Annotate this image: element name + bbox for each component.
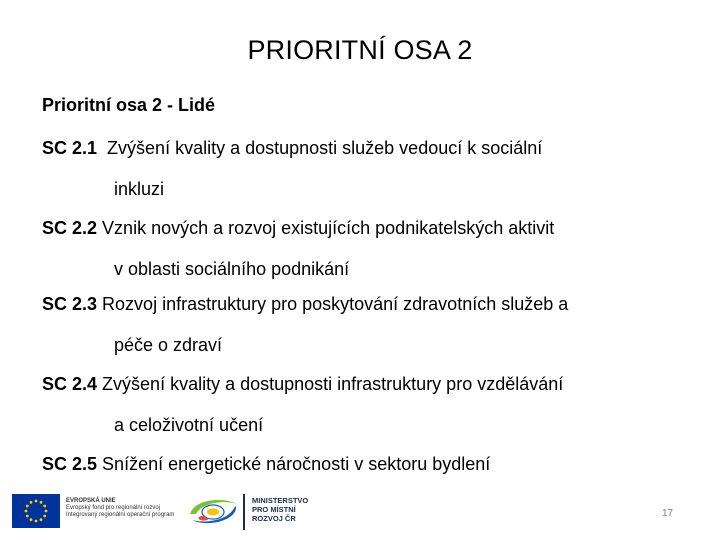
item-continuation: a celoživotní učení: [114, 415, 264, 435]
eu-text-line: Evropský fond pro regionální rozvoj: [66, 505, 161, 511]
item-continuation: v oblasti sociálního podnikání: [114, 259, 350, 279]
list-item-sc-2-2: [42, 215, 702, 282]
eu-text-line: Integrovaný regionální operační program: [66, 512, 175, 518]
item-text: Zvýšení kvality a dostupnosti služeb vedoucí k sociální: [107, 138, 543, 158]
item-code: SC 2.3: [42, 294, 98, 314]
item-text: Vznik nových a rozvoj existujících podnikatelských aktivit: [102, 218, 555, 238]
page-number: 17: [662, 508, 674, 519]
eu-funding-text: [66, 498, 186, 519]
item-code: SC 2.1: [42, 138, 98, 158]
item-continuation: péče o zdraví: [114, 335, 223, 355]
item-code: SC 2.4: [42, 374, 98, 394]
item-text: Snížení energetické náročnosti v sektoru bydlení: [102, 454, 491, 474]
item-code: SC 2.2: [42, 218, 98, 238]
item-text: Rozvoj infrastruktury pro poskytování zdravotních služeb a: [102, 294, 569, 314]
item-text: Zvýšení kvality a dostupnosti infrastruktury pro vzdělávání: [102, 374, 564, 394]
item-code: SC 2.5: [42, 454, 98, 474]
mmr-logo-icon: [186, 494, 240, 528]
footer: [0, 488, 720, 540]
ministry-logo-text: [252, 496, 308, 523]
footer-divider: [243, 494, 245, 530]
slide-subtitle: Prioritní osa 2 - Lidé: [42, 95, 216, 115]
ministry-line: PRO MÍSTNÍ: [252, 505, 296, 514]
list-item-sc-2-1: [42, 135, 702, 202]
slide-title: PRIORITNÍ OSA 2: [247, 35, 473, 65]
eu-text-line: EVROPSKÁ UNIE: [66, 498, 116, 504]
ministry-line: MINISTERSTVO: [252, 496, 309, 505]
list-item-sc-2-3: [42, 291, 702, 358]
item-continuation: inkluzi: [114, 179, 165, 199]
ministry-line: ROZVOJ ČR: [252, 514, 296, 523]
eu-flag-icon: [12, 494, 60, 528]
list-item-sc-2-4: [42, 371, 702, 438]
list-item-sc-2-5: [42, 451, 702, 477]
